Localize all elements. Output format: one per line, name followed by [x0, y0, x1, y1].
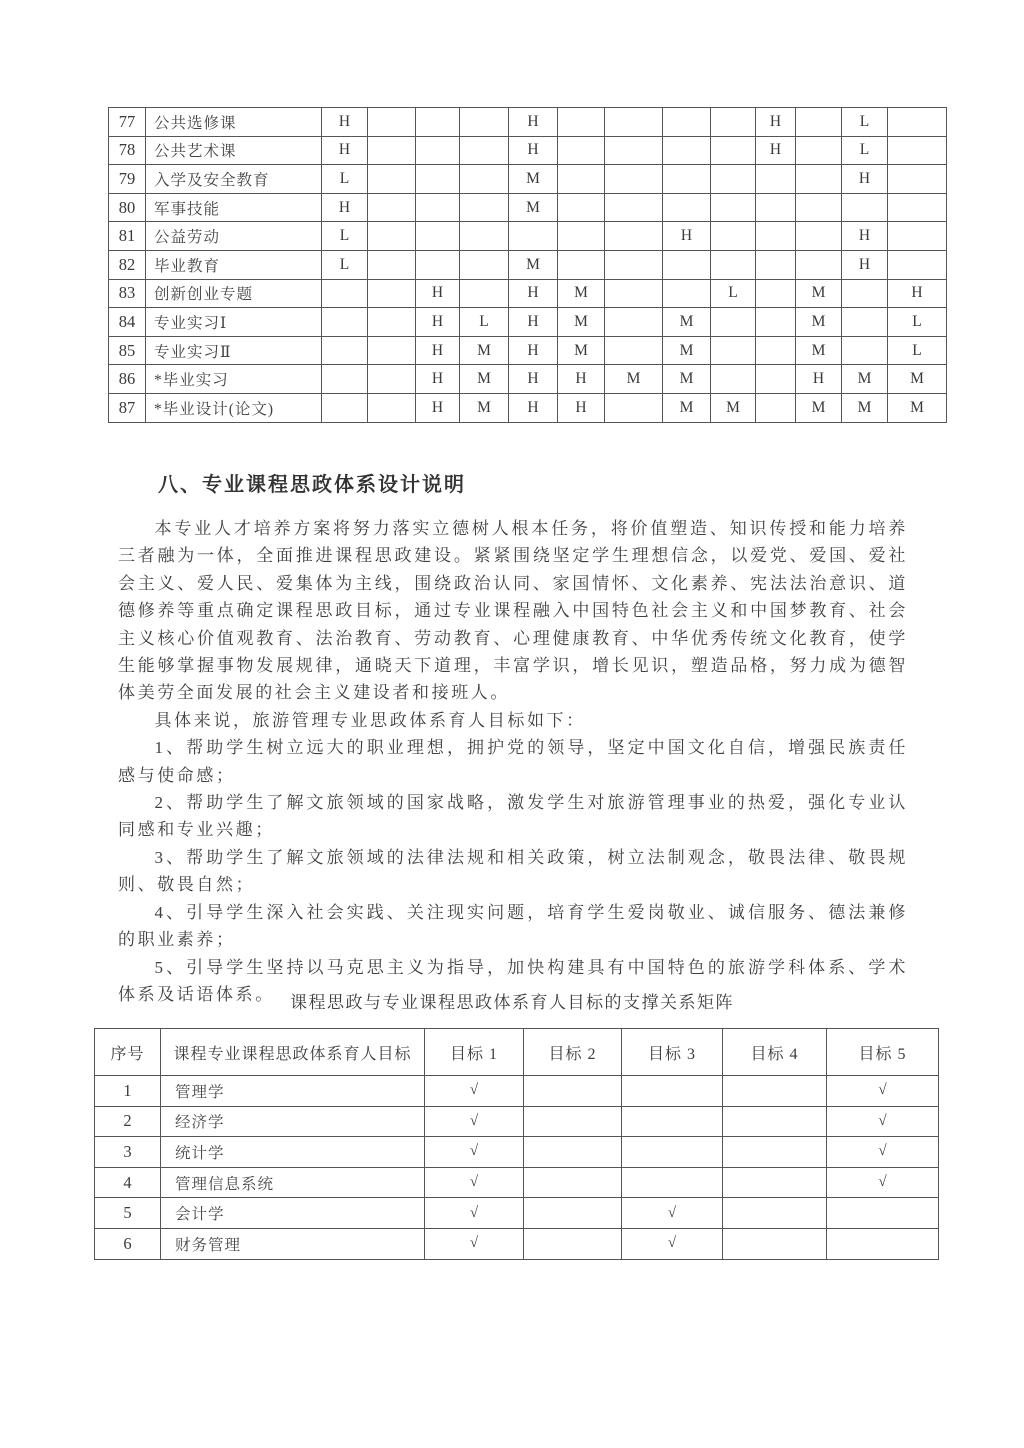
- empty-cell: [842, 308, 888, 337]
- table-row: [109, 250, 947, 279]
- value-cell: M: [605, 365, 663, 394]
- value-cell: M: [509, 250, 558, 279]
- value-cell: H: [796, 365, 842, 394]
- empty-cell: [524, 1228, 622, 1259]
- table-row: [109, 308, 947, 337]
- course-name-cell: *毕业设计(论文): [146, 393, 322, 422]
- section-text-block: [118, 468, 908, 1008]
- value-cell: M: [460, 393, 509, 422]
- empty-cell: [756, 365, 796, 394]
- empty-cell: [663, 250, 711, 279]
- empty-cell: [322, 393, 368, 422]
- value-cell: M: [460, 365, 509, 394]
- row-number-cell: 80: [109, 193, 146, 222]
- value-cell: M: [663, 365, 711, 394]
- value-cell: H: [322, 136, 368, 165]
- value-cell: √: [425, 1137, 524, 1168]
- empty-cell: [723, 1076, 827, 1107]
- header-serial-number: 序号: [95, 1029, 161, 1076]
- course-name-cell: 管理信息系统: [161, 1167, 425, 1198]
- value-cell: M: [796, 308, 842, 337]
- empty-cell: [605, 108, 663, 137]
- table-row: [109, 393, 947, 422]
- empty-cell: [796, 222, 842, 251]
- value-cell: √: [425, 1228, 524, 1259]
- course-name-cell: 专业实习Ⅱ: [146, 336, 322, 365]
- empty-cell: [756, 308, 796, 337]
- empty-cell: [460, 279, 509, 308]
- value-cell: √: [425, 1106, 524, 1137]
- empty-cell: [888, 165, 947, 194]
- empty-cell: [842, 193, 888, 222]
- header-goal-3: 目标 3: [622, 1029, 723, 1076]
- empty-cell: [524, 1076, 622, 1107]
- value-cell: H: [558, 365, 605, 394]
- empty-cell: [460, 136, 509, 165]
- empty-cell: [368, 393, 416, 422]
- value-cell: L: [842, 136, 888, 165]
- empty-cell: [558, 136, 605, 165]
- row-number-cell: 6: [95, 1228, 161, 1259]
- value-cell: H: [842, 250, 888, 279]
- empty-cell: [663, 165, 711, 194]
- table-row: [95, 1106, 939, 1137]
- empty-cell: [827, 1228, 939, 1259]
- empty-cell: [509, 222, 558, 251]
- empty-cell: [368, 250, 416, 279]
- empty-cell: [322, 365, 368, 394]
- course-name-cell: 财务管理: [161, 1228, 425, 1259]
- value-cell: H: [663, 222, 711, 251]
- course-name-cell: 会计学: [161, 1198, 425, 1229]
- empty-cell: [460, 222, 509, 251]
- value-cell: H: [322, 108, 368, 137]
- table-row: [109, 222, 947, 251]
- support-matrix-body: [95, 1076, 939, 1260]
- course-name-cell: 毕业教育: [146, 250, 322, 279]
- empty-cell: [723, 1198, 827, 1229]
- value-cell: L: [322, 165, 368, 194]
- value-cell: M: [888, 393, 947, 422]
- course-requirement-matrix-body: [109, 108, 947, 423]
- empty-cell: [558, 165, 605, 194]
- empty-cell: [796, 193, 842, 222]
- empty-cell: [842, 279, 888, 308]
- empty-cell: [524, 1167, 622, 1198]
- empty-cell: [416, 136, 460, 165]
- course-name-cell: 管理学: [161, 1076, 425, 1107]
- value-cell: H: [756, 108, 796, 137]
- row-number-cell: 79: [109, 165, 146, 194]
- empty-cell: [368, 165, 416, 194]
- empty-cell: [460, 250, 509, 279]
- value-cell: H: [416, 336, 460, 365]
- empty-cell: [368, 108, 416, 137]
- value-cell: L: [888, 336, 947, 365]
- row-number-cell: 2: [95, 1106, 161, 1137]
- table-row: [109, 165, 947, 194]
- empty-cell: [368, 365, 416, 394]
- table-row: [95, 1076, 939, 1107]
- value-cell: H: [509, 136, 558, 165]
- goal-item-2: 2、帮助学生了解文旅领域的国家战略，激发学生对旅游管理事业的热爱，强化专业认同感和专业兴趣；: [118, 793, 908, 840]
- value-cell: M: [509, 165, 558, 194]
- value-cell: √: [425, 1076, 524, 1107]
- empty-cell: [827, 1198, 939, 1229]
- overview-paragraph: 本专业人才培养方案将努力落实立德树人根本任务，将价值塑造、知识传授和能力培养三者融为一体，全面推进课程思政建设。紧紧围绕坚定学生理想信念，以爱党、爱国、爱社会主义、爱人民、爱集体为主线，围绕政治认同、家国情怀、文化素养、宪法法治意识、道德修养等重点确定课程思政目标，通过专业课程融入中国特色社会主义和中国梦教育、社会主义核心价值观教育、法治教育、劳动教育、心理健康教育、中华优秀传统文化教育，使学生能够掌握事物发展规律，通晓天下道理，丰富学识，增长见识，塑造品格，努力成为德智体美劳全面发展的社会主义建设者和接班人。: [118, 519, 908, 703]
- support-header-row: [95, 1029, 939, 1076]
- goal-item-3: 3、帮助学生了解文旅领域的法律法规和相关政策，树立法制观念，敬畏法律、敬畏规则、敬畏自然；: [118, 847, 908, 895]
- value-cell: M: [509, 193, 558, 222]
- value-cell: H: [416, 365, 460, 394]
- table-row: [109, 279, 947, 308]
- value-cell: M: [888, 365, 947, 394]
- value-cell: L: [711, 279, 756, 308]
- value-cell: √: [827, 1106, 939, 1137]
- header-course-goal: 课程专业课程思政体系育人目标: [161, 1029, 425, 1076]
- empty-cell: [756, 193, 796, 222]
- empty-cell: [711, 308, 756, 337]
- section-heading: 八、专业课程思政体系设计说明: [158, 474, 466, 496]
- course-name-cell: 统计学: [161, 1137, 425, 1168]
- empty-cell: [368, 222, 416, 251]
- empty-cell: [460, 108, 509, 137]
- empty-cell: [368, 308, 416, 337]
- empty-cell: [558, 193, 605, 222]
- value-cell: √: [425, 1198, 524, 1229]
- course-name-cell: 军事技能: [146, 193, 322, 222]
- empty-cell: [622, 1106, 723, 1137]
- value-cell: H: [322, 193, 368, 222]
- value-cell: M: [663, 308, 711, 337]
- support-matrix-header: [95, 1029, 939, 1076]
- value-cell: L: [460, 308, 509, 337]
- empty-cell: [711, 165, 756, 194]
- empty-cell: [842, 336, 888, 365]
- row-number-cell: 4: [95, 1167, 161, 1198]
- value-cell: M: [796, 336, 842, 365]
- empty-cell: [711, 365, 756, 394]
- empty-cell: [723, 1106, 827, 1137]
- value-cell: H: [509, 393, 558, 422]
- course-name-cell: 入学及安全教育: [146, 165, 322, 194]
- empty-cell: [368, 136, 416, 165]
- value-cell: √: [827, 1167, 939, 1198]
- goals-intro-paragraph: 具体来说，旅游管理专业思政体系育人目标如下：: [154, 710, 586, 730]
- row-number-cell: 77: [109, 108, 146, 137]
- empty-cell: [558, 250, 605, 279]
- value-cell: H: [888, 279, 947, 308]
- value-cell: H: [509, 279, 558, 308]
- empty-cell: [605, 165, 663, 194]
- empty-cell: [605, 393, 663, 422]
- empty-cell: [322, 279, 368, 308]
- course-requirement-matrix-table: [108, 107, 947, 423]
- value-cell: L: [322, 250, 368, 279]
- empty-cell: [416, 222, 460, 251]
- empty-cell: [605, 336, 663, 365]
- course-name-cell: 公共选修课: [146, 108, 322, 137]
- empty-cell: [711, 336, 756, 365]
- empty-cell: [368, 279, 416, 308]
- empty-cell: [756, 250, 796, 279]
- value-cell: H: [842, 165, 888, 194]
- table-row: [95, 1137, 939, 1168]
- value-cell: L: [888, 308, 947, 337]
- empty-cell: [605, 193, 663, 222]
- empty-cell: [558, 222, 605, 251]
- value-cell: √: [425, 1167, 524, 1198]
- empty-cell: [322, 308, 368, 337]
- course-name-cell: *毕业实习: [146, 365, 322, 394]
- value-cell: √: [827, 1076, 939, 1107]
- empty-cell: [796, 165, 842, 194]
- table-row: [109, 193, 947, 222]
- value-cell: √: [622, 1228, 723, 1259]
- empty-cell: [416, 193, 460, 222]
- value-cell: H: [842, 222, 888, 251]
- empty-cell: [756, 393, 796, 422]
- empty-cell: [796, 108, 842, 137]
- value-cell: H: [756, 136, 796, 165]
- table-row: [109, 336, 947, 365]
- empty-cell: [322, 336, 368, 365]
- header-goal-5: 目标 5: [827, 1029, 939, 1076]
- value-cell: M: [558, 308, 605, 337]
- goal-item-4: 4、引导学生深入社会实践、关注现实问题，培育学生爱岗敬业、诚信服务、德法兼修的职业素养；: [118, 902, 908, 950]
- empty-cell: [663, 108, 711, 137]
- value-cell: L: [842, 108, 888, 137]
- empty-cell: [605, 250, 663, 279]
- empty-cell: [524, 1137, 622, 1168]
- value-cell: H: [416, 279, 460, 308]
- empty-cell: [416, 165, 460, 194]
- value-cell: M: [460, 336, 509, 365]
- empty-cell: [663, 136, 711, 165]
- empty-cell: [756, 336, 796, 365]
- empty-cell: [524, 1198, 622, 1229]
- value-cell: M: [842, 393, 888, 422]
- row-number-cell: 87: [109, 393, 146, 422]
- support-matrix-title: 课程思政与专业课程思政体系育人目标的支撑关系矩阵: [290, 993, 734, 1012]
- value-cell: M: [842, 365, 888, 394]
- row-number-cell: 81: [109, 222, 146, 251]
- value-cell: H: [416, 393, 460, 422]
- empty-cell: [524, 1106, 622, 1137]
- empty-cell: [605, 136, 663, 165]
- empty-cell: [888, 250, 947, 279]
- table-row: [109, 365, 947, 394]
- course-name-cell: 公共艺术课: [146, 136, 322, 165]
- value-cell: M: [796, 279, 842, 308]
- value-cell: H: [416, 308, 460, 337]
- course-name-cell: 专业实习Ⅰ: [146, 308, 322, 337]
- empty-cell: [711, 193, 756, 222]
- empty-cell: [756, 165, 796, 194]
- empty-cell: [416, 108, 460, 137]
- empty-cell: [723, 1228, 827, 1259]
- empty-cell: [416, 250, 460, 279]
- empty-cell: [622, 1076, 723, 1107]
- empty-cell: [368, 193, 416, 222]
- header-goal-4: 目标 4: [723, 1029, 827, 1076]
- row-number-cell: 1: [95, 1076, 161, 1107]
- empty-cell: [663, 279, 711, 308]
- goal-item-5: 5、引导学生坚持以马克思主义为指导，加快构建具有中国特色的旅游学科体系、学术体系及话语体系。: [118, 957, 908, 1004]
- row-number-cell: 86: [109, 365, 146, 394]
- value-cell: M: [796, 393, 842, 422]
- empty-cell: [888, 222, 947, 251]
- empty-cell: [796, 250, 842, 279]
- row-number-cell: 83: [109, 279, 146, 308]
- empty-cell: [888, 136, 947, 165]
- empty-cell: [663, 193, 711, 222]
- empty-cell: [605, 308, 663, 337]
- value-cell: H: [558, 393, 605, 422]
- empty-cell: [711, 250, 756, 279]
- value-cell: L: [322, 222, 368, 251]
- value-cell: H: [509, 365, 558, 394]
- row-number-cell: 3: [95, 1137, 161, 1168]
- goal-item-1: 1、帮助学生树立远大的职业理想，拥护党的领导，坚定中国文化自信，增强民族责任感与使命感；: [118, 738, 908, 785]
- row-number-cell: 82: [109, 250, 146, 279]
- empty-cell: [711, 136, 756, 165]
- table-row: [109, 108, 947, 137]
- empty-cell: [605, 279, 663, 308]
- empty-cell: [460, 193, 509, 222]
- header-goal-2: 目标 2: [524, 1029, 622, 1076]
- header-goal-1: 目标 1: [425, 1029, 524, 1076]
- value-cell: M: [663, 393, 711, 422]
- row-number-cell: 85: [109, 336, 146, 365]
- value-cell: M: [558, 279, 605, 308]
- empty-cell: [368, 336, 416, 365]
- empty-cell: [888, 108, 947, 137]
- empty-cell: [460, 165, 509, 194]
- empty-cell: [756, 222, 796, 251]
- value-cell: √: [622, 1198, 723, 1229]
- empty-cell: [723, 1167, 827, 1198]
- row-number-cell: 5: [95, 1198, 161, 1229]
- value-cell: H: [509, 308, 558, 337]
- row-number-cell: 84: [109, 308, 146, 337]
- empty-cell: [723, 1137, 827, 1168]
- table-row: [95, 1167, 939, 1198]
- empty-cell: [756, 279, 796, 308]
- table-row: [109, 136, 947, 165]
- table-row: [95, 1228, 939, 1259]
- value-cell: M: [558, 336, 605, 365]
- course-name-cell: 创新创业专题: [146, 279, 322, 308]
- value-cell: M: [711, 393, 756, 422]
- empty-cell: [558, 108, 605, 137]
- empty-cell: [888, 193, 947, 222]
- value-cell: M: [663, 336, 711, 365]
- course-name-cell: 公益劳动: [146, 222, 322, 251]
- empty-cell: [711, 222, 756, 251]
- empty-cell: [622, 1167, 723, 1198]
- value-cell: H: [509, 336, 558, 365]
- empty-cell: [622, 1137, 723, 1168]
- value-cell: √: [827, 1137, 939, 1168]
- value-cell: H: [509, 108, 558, 137]
- table-row: [95, 1198, 939, 1229]
- row-number-cell: 78: [109, 136, 146, 165]
- empty-cell: [796, 136, 842, 165]
- support-matrix-table: [94, 1028, 939, 1260]
- empty-cell: [605, 222, 663, 251]
- course-name-cell: 经济学: [161, 1106, 425, 1137]
- empty-cell: [711, 108, 756, 137]
